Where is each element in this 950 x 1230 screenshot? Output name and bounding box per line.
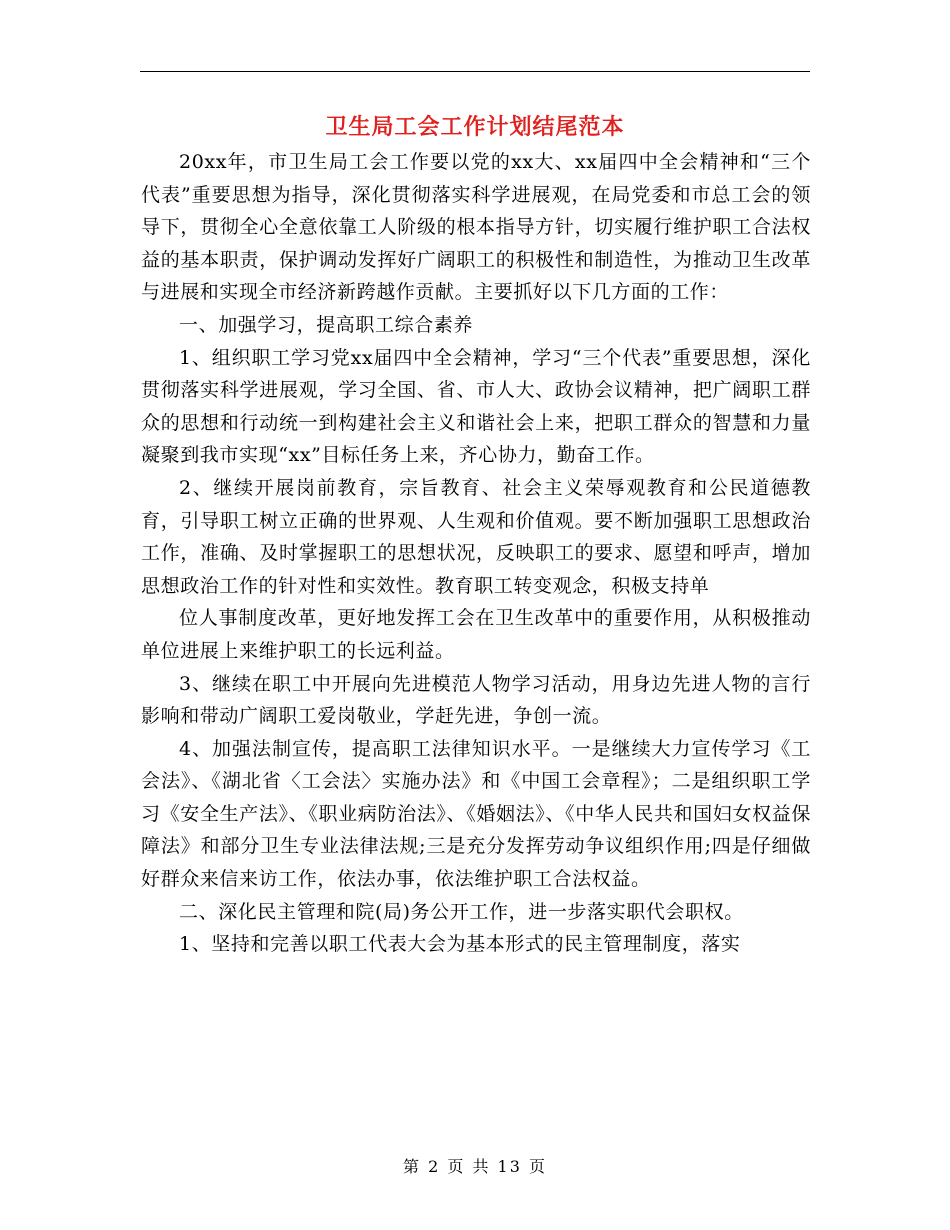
paragraph-item-2: 2、继续开展岗前教育，宗旨教育、社会主义荣辱观教育和公民道德教育，引导职工树立正确的世界观、人生观和价值观。要不断加强职工思想政治工作，准确、及时掌握职工的思想状况，反映职工的要求、愿望和呼声，增加思想政治工作的针对性和实效性。教育职工转变观念，积极支持单 xyxy=(141,476,811,597)
paragraph-item-4: 4、加强法制宣传，提高职工法律知识水平。一是继续大力宣传学习《工会法》、《湖北省〈工会法〉实施办法》和《中国工会章程》；二是组织职工学习《安全生产法》、《职业病防治法》、《婚姻法》、《中华人民共和国妇女权益保障法》和部分卫生专业法律法规;三是充分发挥劳动争议组织作用;四是仔细做好群众来信来访工作，依法办事，依法维护职工合法权益。 xyxy=(141,737,811,891)
paragraph-item-3: 3、继续在职工中开展向先进模范人物学习活动，用身边先进人物的言行影响和带动广阔职工爱岗敬业，学赶先进，争创一流。 xyxy=(141,672,811,728)
paragraph-section-2-item-1: 1、坚持和完善以职工代表大会为基本形式的民主管理制度，落实 xyxy=(179,933,741,956)
paragraph-item-1: 1、组织职工学习党xx届四中全会精神，学习“三个代表”重要思想，深化贯彻落实科学进展观，学习全国、省、市人大、政协会议精神，把广阔职工群众的思想和行动统一到构建社会主义和谐社会上来，把职工群众的智慧和力量凝聚到我市实现“xx”目标任务上来，齐心协力，勤奋工作。 xyxy=(141,346,811,467)
section-heading-1: 一、加强学习，提高职工综合素养 xyxy=(179,313,474,336)
paragraph-intro: 20xx年，市卫生局工会工作要以党的xx大、xx届四中全会精神和“三个代表”重要思想为指导，深化贯彻落实科学进展观，在局党委和市总工会的领导下，贯彻全心全意依靠工人阶级的根本指导方针，切实履行维护职工合法权益的基本职责，保护调动发挥好广阔职工的积极性和制造性，为推动卫生改革与进展和实现全市经济新跨越作贡献。主要抓好以下几方面的工作： xyxy=(141,151,811,304)
header-rule xyxy=(140,71,810,72)
page-number-footer: 第 2 页 共 13 页 xyxy=(403,1157,547,1176)
document-title: 卫生局工会工作计划结尾范本 xyxy=(325,114,625,140)
document-body xyxy=(141,146,811,961)
paragraph-item-2-continued: 位人事制度改革，更好地发挥工会在卫生改革中的重要作用，从积极推动单位进展上来维护职工的长远利益。 xyxy=(141,607,811,662)
section-heading-2: 二、深化民主管理和院(局)务公开工作，进一步落实职代会职权。 xyxy=(179,900,744,923)
